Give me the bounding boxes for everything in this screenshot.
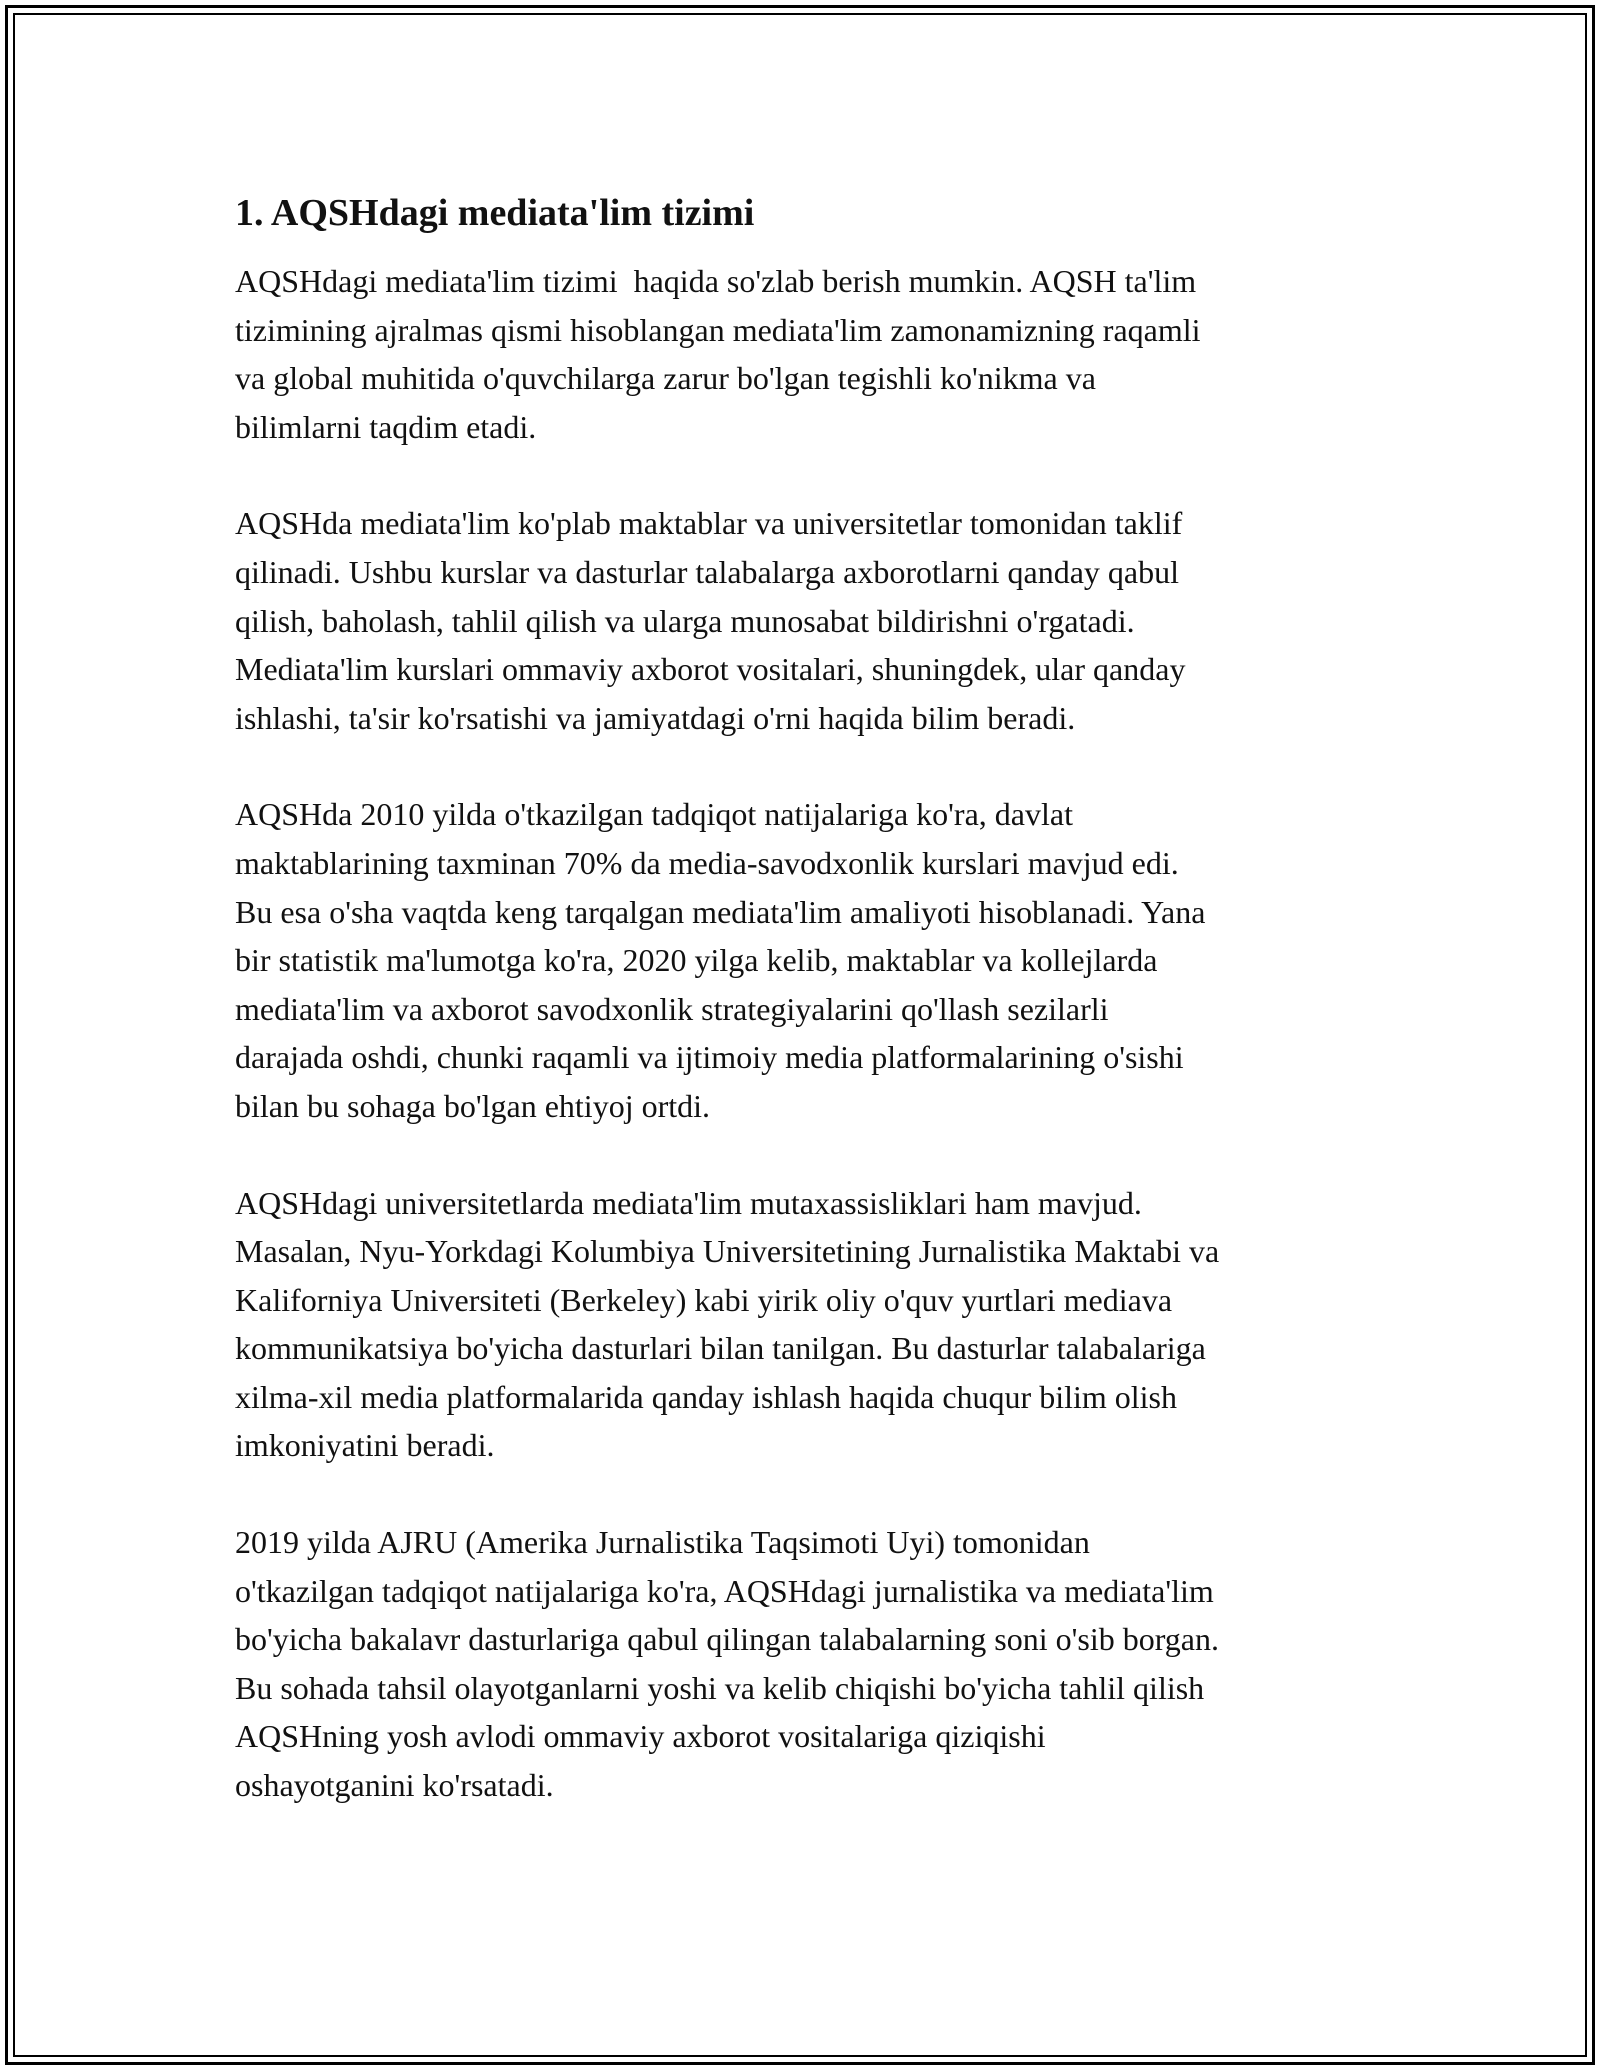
paragraph-4	[235, 1179, 1395, 1471]
paragraph-5	[235, 1518, 1395, 1810]
text-line: kommunikatsiya bo'yicha dasturlari bilan tanilgan. Bu dasturlar talabalariga	[235, 1330, 1206, 1367]
text-line: bir statistik ma'lumotga ko'ra, 2020 yilga kelib, maktablar va kollejlarda	[235, 942, 1158, 979]
text-line: qilinadi. Ushbu kurslar va dasturlar talabalarga axborotlarni qanday qabul	[235, 553, 1179, 590]
text-line: maktablarining taxminan 70% da media-savodxonlik kurslari mavjud edi.	[235, 844, 1179, 881]
text-line: tizimining ajralmas qismi hisoblangan mediata'lim zamonamizning raqamli	[235, 311, 1201, 348]
text-line: Kaliforniya Universiteti (Berkeley) kabi yirik oliy o'quv yurtlari mediava	[235, 1281, 1173, 1318]
text-line: darajada oshdi, chunki raqamli va ijtimoiy media platformalarining o'sishi	[235, 1039, 1184, 1076]
text-line: Masalan, Nyu-Yorkdagi Kolumbiya Universitetining Jurnalistika Maktabi va	[235, 1233, 1220, 1270]
text-line: oshayotganini ko'rsatadi.	[235, 1767, 554, 1804]
text-line: 2019 yilda AJRU (Amerika Jurnalistika Taqsimoti Uyi) tomonidan	[235, 1524, 1090, 1561]
section-heading: 1. AQSHdagi mediata'lim tizimi	[235, 192, 755, 234]
text-line: Mediata'lim kurslari ommaviy axborot vositalari, shuningdek, ular qanday	[235, 651, 1186, 688]
text-line: bo'yicha bakalavr dasturlariga qabul qilingan talabalarning soni o'sib borgan.	[235, 1621, 1219, 1658]
text-line: AQSHda 2010 yilda o'tkazilgan tadqiqot natijalariga ko'ra, davlat	[235, 796, 1073, 833]
text-line: AQSHdagi mediata'lim tizimi haqida so'zlab berish mumkin. AQSH ta'lim	[235, 263, 1197, 299]
text-line: AQSHning yosh avlodi ommaviy axborot vositalariga qiziqishi	[235, 1718, 1046, 1755]
text-line: Bu esa o'sha vaqtda keng tarqalgan mediata'lim amaliyoti hisoblanadi. Yana	[235, 893, 1206, 930]
text-line: Bu sohada tahsil olayotganlarni yoshi va kelib chiqishi bo'yicha tahlil qilish	[235, 1669, 1205, 1706]
text-line: bilan bu sohaga bo'lgan ehtiyoj ortdi.	[235, 1087, 711, 1124]
paragraph-3	[235, 790, 1395, 1130]
text-line: o'tkazilgan tadqiqot natijalariga ko'ra, AQSHdagi jurnalistika va mediata'lim	[235, 1572, 1214, 1609]
text-line: AQSHda mediata'lim ko'plab maktablar va universitetlar tomonidan taklif	[235, 505, 1183, 542]
text-line: mediata'lim va axborot savodxonlik strategiyalarini qo'llash sezilarli	[235, 990, 1109, 1027]
paragraph-1	[235, 257, 1395, 451]
text-line: imkoniyatini beradi.	[235, 1427, 495, 1464]
text-line: bilimlarni taqdim etadi.	[235, 408, 537, 445]
paragraph-2	[235, 499, 1395, 742]
document-body	[235, 185, 1395, 1858]
text-line: AQSHdagi universitetlarda mediata'lim mutaxassisliklari ham mavjud.	[235, 1184, 1142, 1221]
text-line: qilish, baholash, tahlil qilish va ularga munosabat bildirishni o'rgatadi.	[235, 602, 1135, 639]
text-line: ishlashi, ta'sir ko'rsatishi va jamiyatdagi o'rni haqida bilim beradi.	[235, 699, 1076, 736]
text-line: xilma-xil media platformalarida qanday ishlash haqida chuqur bilim olish	[235, 1378, 1177, 1415]
text-line: va global muhitida o'quvchilarga zarur bo'lgan tegishli ko'nikma va	[235, 360, 1096, 397]
